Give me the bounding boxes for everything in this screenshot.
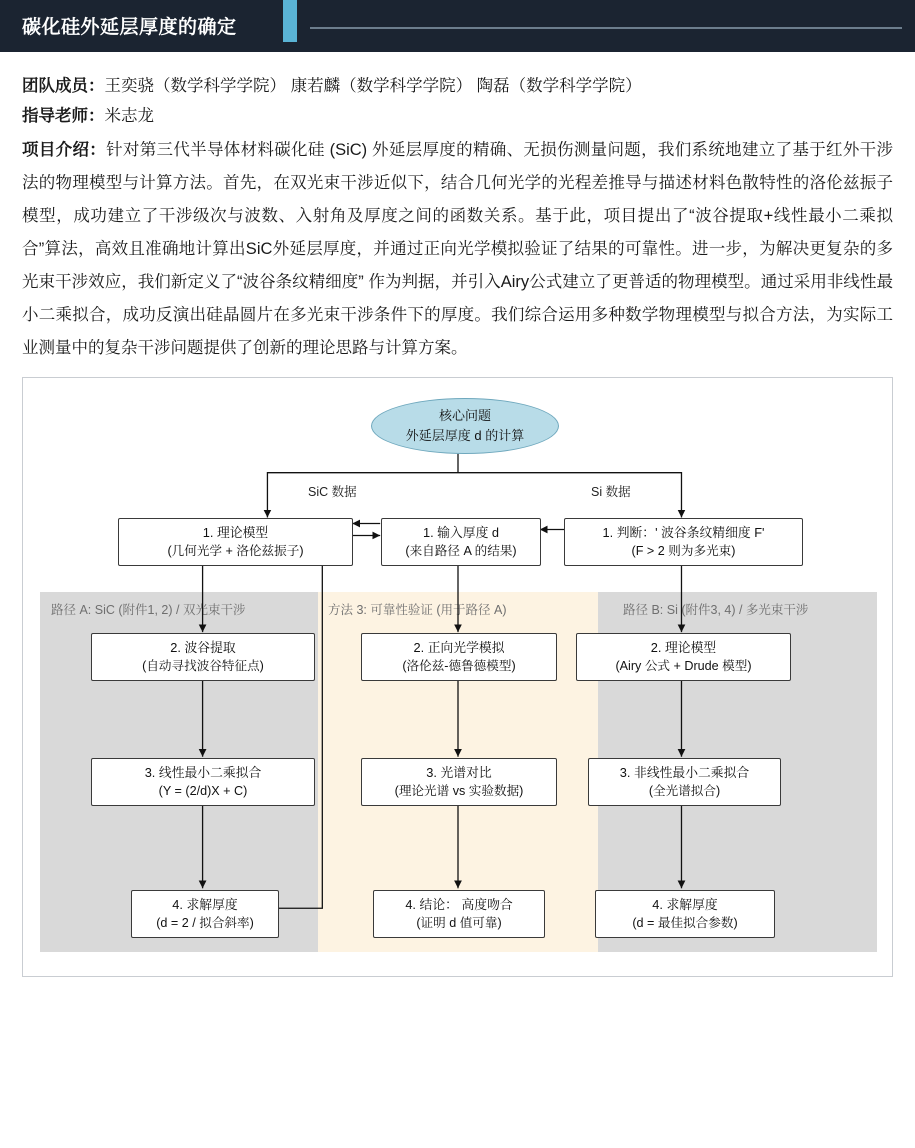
document-body (0, 52, 915, 365)
node-b2-theory-model (576, 633, 791, 681)
advisor-label: 指导老师： (22, 107, 105, 125)
node-a4-line2: (d = 2 / 拟合斜率) (156, 916, 254, 930)
flowchart-figure (22, 377, 893, 977)
node-a3-line1: 3. 线性最小二乘拟合 (144, 765, 262, 780)
intro-text: 针对第三代半导体材料碳化硅 (SiC) 外延层厚度的精确、无损伤测量问题，我们系统地建立了基于红外干涉法的物理模型与计算方法。首先，在双光束干涉近似下，结合几何光学的光程差推导与描述材料色散特性的洛伦兹振子模型，成功建立了干涉级次与波数、入射角及厚度之间的函数关系。基于此，项目提出了“波谷提取+线性最小二乘拟合”算法，高效且准确地计算出SiC外延层厚度，并通过正向光学模拟验证了结果的可靠性。进一步，为解决更复杂的多光束干涉效应，我们新定义了“波谷条纹精细度” 作为判据，并引入Airy公式建立了更普适的物理模型。通过采用非线性最小二乘拟合，成功反演出硅晶圆片在多光束干涉条件下的厚度。我们综合运用多种数学物理模型与拟合方法，为实际工业测量中的复杂干涉问题提供了创新的理论思路与计算方案。 (22, 141, 893, 357)
node-b4-solve-thickness (595, 890, 775, 938)
header-divider (310, 27, 902, 29)
node-b1-fineness-judgement (564, 518, 803, 566)
node-m4-line1: 4. 结论： 高度吻合 (405, 897, 513, 912)
node-core-problem-line2: 外延层厚度 d 的计算 (405, 428, 525, 443)
node-a2-line1: 2. 波谷提取 (170, 640, 236, 655)
advisor-value: 米志龙 (104, 107, 154, 125)
header-accent-tick (283, 0, 297, 42)
page-header (0, 0, 915, 52)
band-label-path-b: 路径 B: Si (附件3, 4) / 多光束干涉 (623, 603, 809, 617)
node-a3-line2: (Y = (2/d)X + C) (158, 784, 248, 798)
node-m1-input-thickness (381, 518, 541, 566)
node-b2-line1: 2. 理论模型 (650, 640, 717, 655)
band-label-path-a: 路径 A: SiC (附件1, 2) / 双光束干涉 (51, 603, 246, 617)
team-members-label: 团队成员： (22, 77, 105, 95)
edge-label-sic: SiC 数据 (308, 485, 357, 499)
node-m3-line2: (理论光谱 vs 实验数据) (394, 784, 524, 798)
node-m2-line1: 2. 正向光学模拟 (413, 640, 505, 655)
node-b3-nonlinear-least-squares (588, 758, 781, 806)
node-a1-theory-model (118, 518, 353, 566)
node-core-problem-line1: 核心问题 (438, 408, 491, 423)
node-a4-line1: 4. 求解厚度 (172, 897, 238, 912)
page-title: 碳化硅外延层厚度的确定 (22, 17, 237, 38)
node-a1-line2: (几何光学 + 洛伦兹振子) (167, 544, 304, 558)
team-members-line (22, 72, 893, 100)
node-m4-line2: (证明 d 值可靠) (416, 916, 502, 930)
node-b3-line1: 3. 非线性最小二乘拟合 (619, 765, 750, 780)
node-m1-line1: 1. 输入厚度 d (422, 525, 500, 540)
node-m2-forward-simulation (361, 633, 557, 681)
team-members-value: 王奕骁（数学科学学院） 康若麟（数学科学学院） 陶磊（数学科学学院） (104, 77, 642, 95)
node-m4-conclusion (373, 890, 545, 938)
edge-label-si: Si 数据 (591, 485, 631, 499)
advisor-line (22, 102, 893, 130)
node-a2-line2: (自动寻找波谷特征点) (142, 659, 264, 673)
node-m3-line1: 3. 光谱对比 (426, 765, 492, 780)
node-b2-line2: (Airy 公式 + Drude 模型) (615, 659, 752, 673)
node-b4-line1: 4. 求解厚度 (652, 897, 718, 912)
node-b4-line2: (d = 最佳拟合参数) (632, 916, 738, 930)
node-m3-spectrum-comparison (361, 758, 557, 806)
band-label-method-3: 方法 3: 可靠性验证 (用于路径 A) (328, 603, 507, 617)
node-m2-line2: (洛伦兹-德鲁德模型) (402, 659, 516, 673)
node-a2-valley-extraction (91, 633, 315, 681)
node-core-problem (371, 398, 559, 454)
node-b3-line2: (全光谱拟合) (648, 784, 721, 798)
node-a3-linear-least-squares (91, 758, 315, 806)
node-a1-line1: 1. 理论模型 (202, 525, 269, 540)
node-b1-line2: (F > 2 则为多光束) (631, 544, 736, 558)
intro-label: 项目介绍： (22, 141, 107, 159)
node-a4-solve-thickness (131, 890, 279, 938)
project-introduction (22, 134, 893, 365)
node-m1-line2: (来自路径 A 的结果) (405, 544, 517, 558)
node-b1-line1: 1. 判断：' 波谷条纹精细度 F' (602, 525, 765, 540)
